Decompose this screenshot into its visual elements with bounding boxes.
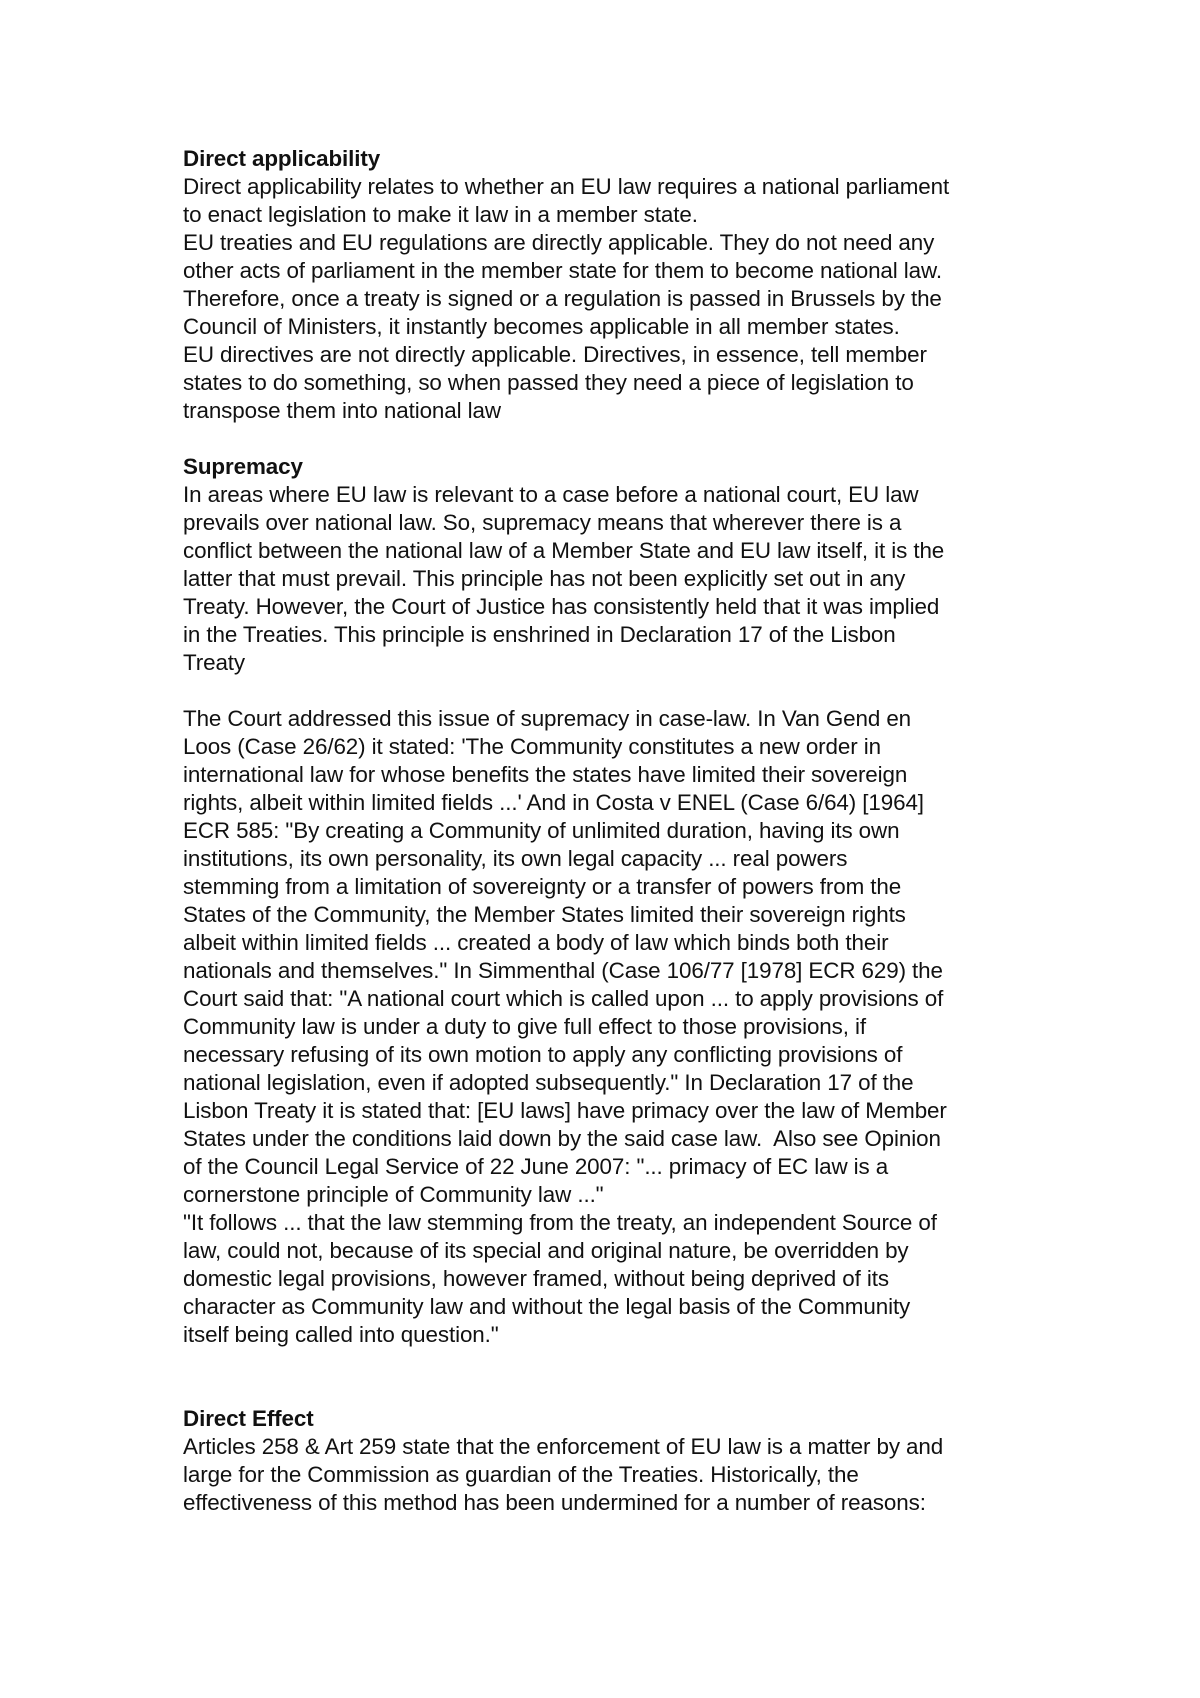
document-body (183, 145, 1033, 1517)
paragraph-line: stemming from a limitation of sovereignty or a transfer of powers from the (183, 874, 902, 899)
heading-direct-applicability: Direct applicability (183, 146, 381, 171)
paragraph-spacer (183, 1349, 1033, 1377)
paragraph-line: conflict between the national law of a Member State and EU law itself, it is the (183, 538, 945, 563)
heading-supremacy: Supremacy (183, 454, 303, 479)
paragraph-line: Community law is under a duty to give full effect to those provisions, if (183, 1014, 866, 1039)
paragraph-line: EU treaties and EU regulations are directly applicable. They do not need any (183, 230, 935, 255)
paragraph-line: Therefore, once a treaty is signed or a regulation is passed in Brussels by the (183, 286, 942, 311)
paragraph-line: states to do something, so when passed they need a piece of legislation to (183, 370, 914, 395)
paragraph-line: other acts of parliament in the member state for them to become national law. (183, 258, 942, 283)
paragraph-line: albeit within limited fields ... created a body of law which binds both their (183, 930, 889, 955)
paragraph-line: character as Community law and without the legal basis of the Community (183, 1294, 911, 1319)
paragraph-line: Treaty. However, the Court of Justice has consistently held that it was implied (183, 594, 940, 619)
paragraph-line: itself being called into question." (183, 1322, 499, 1347)
paragraph-line: institutions, its own personality, its own legal capacity ... real powers (183, 846, 848, 871)
paragraph-line: international law for whose benefits the states have limited their sovereign (183, 762, 908, 787)
paragraph-spacer (183, 1377, 1033, 1405)
paragraph-line: cornerstone principle of Community law ..." (183, 1182, 604, 1207)
paragraph-line: States of the Community, the Member States limited their sovereign rights (183, 902, 906, 927)
paragraph-line: national legislation, even if adopted subsequently." In Declaration 17 of the (183, 1070, 914, 1095)
paragraph-line: Direct applicability relates to whether an EU law requires a national parliament (183, 174, 950, 199)
paragraph-line: nationals and themselves." In Simmenthal (Case 106/77 [1978] ECR 629) the (183, 958, 943, 983)
paragraph-line: prevails over national law. So, supremacy means that wherever there is a (183, 510, 902, 535)
paragraph-line: large for the Commission as guardian of the Treaties. Historically, the (183, 1462, 859, 1487)
paragraph-line: transpose them into national law (183, 398, 501, 423)
paragraph-line: Articles 258 & Art 259 state that the enforcement of EU law is a matter by and (183, 1434, 944, 1459)
paragraph-line: effectiveness of this method has been undermined for a number of reasons: (183, 1490, 926, 1515)
paragraph-line: Lisbon Treaty it is stated that: [EU laws] have primacy over the law of Member (183, 1098, 947, 1123)
paragraph-line: in the Treaties. This principle is enshrined in Declaration 17 of the Lisbon (183, 622, 896, 647)
heading-direct-effect: Direct Effect (183, 1406, 314, 1431)
paragraph-line: "It follows ... that the law stemming from the treaty, an independent Source of (183, 1210, 937, 1235)
paragraph-line: domestic legal provisions, however framed, without being deprived of its (183, 1266, 889, 1291)
paragraph-line: Treaty (183, 650, 246, 675)
paragraph-line: Court said that: "A national court which is called upon ... to apply provisions of (183, 986, 944, 1011)
paragraph-line: latter that must prevail. This principle has not been explicitly set out in any (183, 566, 906, 591)
paragraph-line: law, could not, because of its special and original nature, be overridden by (183, 1238, 909, 1263)
paragraph-line: The Court addressed this issue of supremacy in case-law. In Van Gend en (183, 706, 912, 731)
paragraph-line: to enact legislation to make it law in a member state. (183, 202, 698, 227)
paragraph-line: States under the conditions laid down by the said case law. Also see Opinion (183, 1126, 941, 1151)
paragraph-line: rights, albeit within limited fields ...' And in Costa v ENEL (Case 6/64) [1964] (183, 790, 924, 815)
paragraph-line: necessary refusing of its own motion to apply any conflicting provisions of (183, 1042, 903, 1067)
paragraph-line: EU directives are not directly applicable. Directives, in essence, tell member (183, 342, 927, 367)
paragraph-line: In areas where EU law is relevant to a case before a national court, EU law (183, 482, 919, 507)
paragraph-spacer (183, 425, 1033, 453)
paragraph-line: of the Council Legal Service of 22 June 2007: "... primacy of EC law is a (183, 1154, 889, 1179)
paragraph-line: ECR 585: "By creating a Community of unlimited duration, having its own (183, 818, 900, 843)
paragraph-spacer (183, 677, 1033, 705)
paragraph-line: Loos (Case 26/62) it stated: 'The Community constitutes a new order in (183, 734, 881, 759)
paragraph-line: Council of Ministers, it instantly becomes applicable in all member states. (183, 314, 900, 339)
